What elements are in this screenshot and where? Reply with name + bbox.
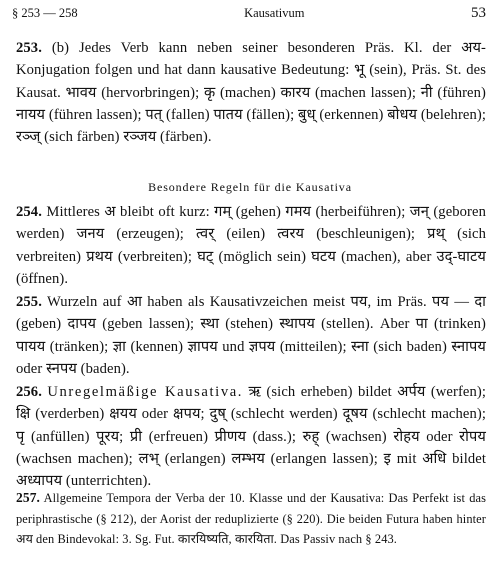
paragraph-text: Allgemeine Tempora der Verba der 10. Klasse und der Kausativa: Das Perfekt ist das periphrastische (§ 212), der Aorist der reduplizierte (§ 220). Die beiden Futura haben hinter अय den Bindevokal: 3. Sg. Fut. कारयिष्यति, कारयिता. Das Passiv nach § 243. [16, 491, 487, 546]
paragraph-257 [16, 488, 486, 550]
paragraph-text: (b) Jedes Verb kann neben seiner besonderen Präs. Kl. der अय-Konjugation folgen und hat dann kausative Bedeutung: भू (sein), Präs. St. des Kausat. भावय (hervorbringen); कृ (machen) कारय (machen lassen); नी (führen) नायय (führen lassen); पत् (fallen) पातय (fällen); बुध् (erkennen) बोधय (belehren); रञ्ज् (sich färben) रञ्जय (färben). [16, 40, 486, 146]
section-range: § 253 — 258 [12, 6, 78, 20]
section-subheading: Besondere Regeln für die Kausativa [148, 180, 352, 194]
paragraph-253 [16, 37, 486, 148]
paragraph-number: 253. [16, 40, 42, 56]
paragraph-number: 254. [16, 204, 42, 220]
paragraph-lead: Unregelmäßige Kausativa. [47, 384, 244, 400]
page-number: 53 [470, 5, 486, 21]
paragraph-254 [16, 201, 486, 290]
paragraph-text: Mittleres अ bleibt oft kurz: गम् (gehen) गमय (herbeiführen); जन् (geboren werden) जनय (erzeugen); त्वर् (eilen) त्वरय (beschleunigen); प्रथ् (sich verbreiten) प्रथय (verbreiten); घट् (möglich sein) घटय (machen), aber उद्-घाटय (öffnen). [16, 204, 486, 287]
paragraph-256 [16, 381, 486, 492]
paragraph-number: 255. [16, 294, 42, 310]
running-header [12, 5, 486, 22]
paragraph-255 [16, 291, 486, 380]
paragraph-text: ऋ (sich erheben) bildet अर्पय (werfen); क्षि (verderben) क्षयय oder क्षपय; दुष् (schlecht werden) दूषय (schlecht machen); पृ (anfüllen) पूरय; प्री (erfreuen) प्रीणय (dass.); रुह् (wachsen) रोहय oder रोपय (wachsen machen); लभ् (erlangen) लम्भय (erlangen lassen); इ mit अधि bildet अध्यापय (unterrichten). [16, 384, 487, 490]
chapter-title: Kausativum [244, 6, 305, 20]
paragraph-text: Wurzeln auf आ haben als Kausativzeichen meist पय, im Präs. पय — दा (geben) दापय (geben lassen); स्था (stehen) स्थापय (stellen). Aber पा (trinken) पायय (tränken); ज्ञा (kennen) ज्ञापय und ज्ञपय (mitteilen); स्ना (sich baden) स्नापय oder स्नपय (baden). [16, 294, 486, 377]
paragraph-number: 257. [16, 490, 41, 505]
paragraph-number: 256. [16, 384, 42, 400]
